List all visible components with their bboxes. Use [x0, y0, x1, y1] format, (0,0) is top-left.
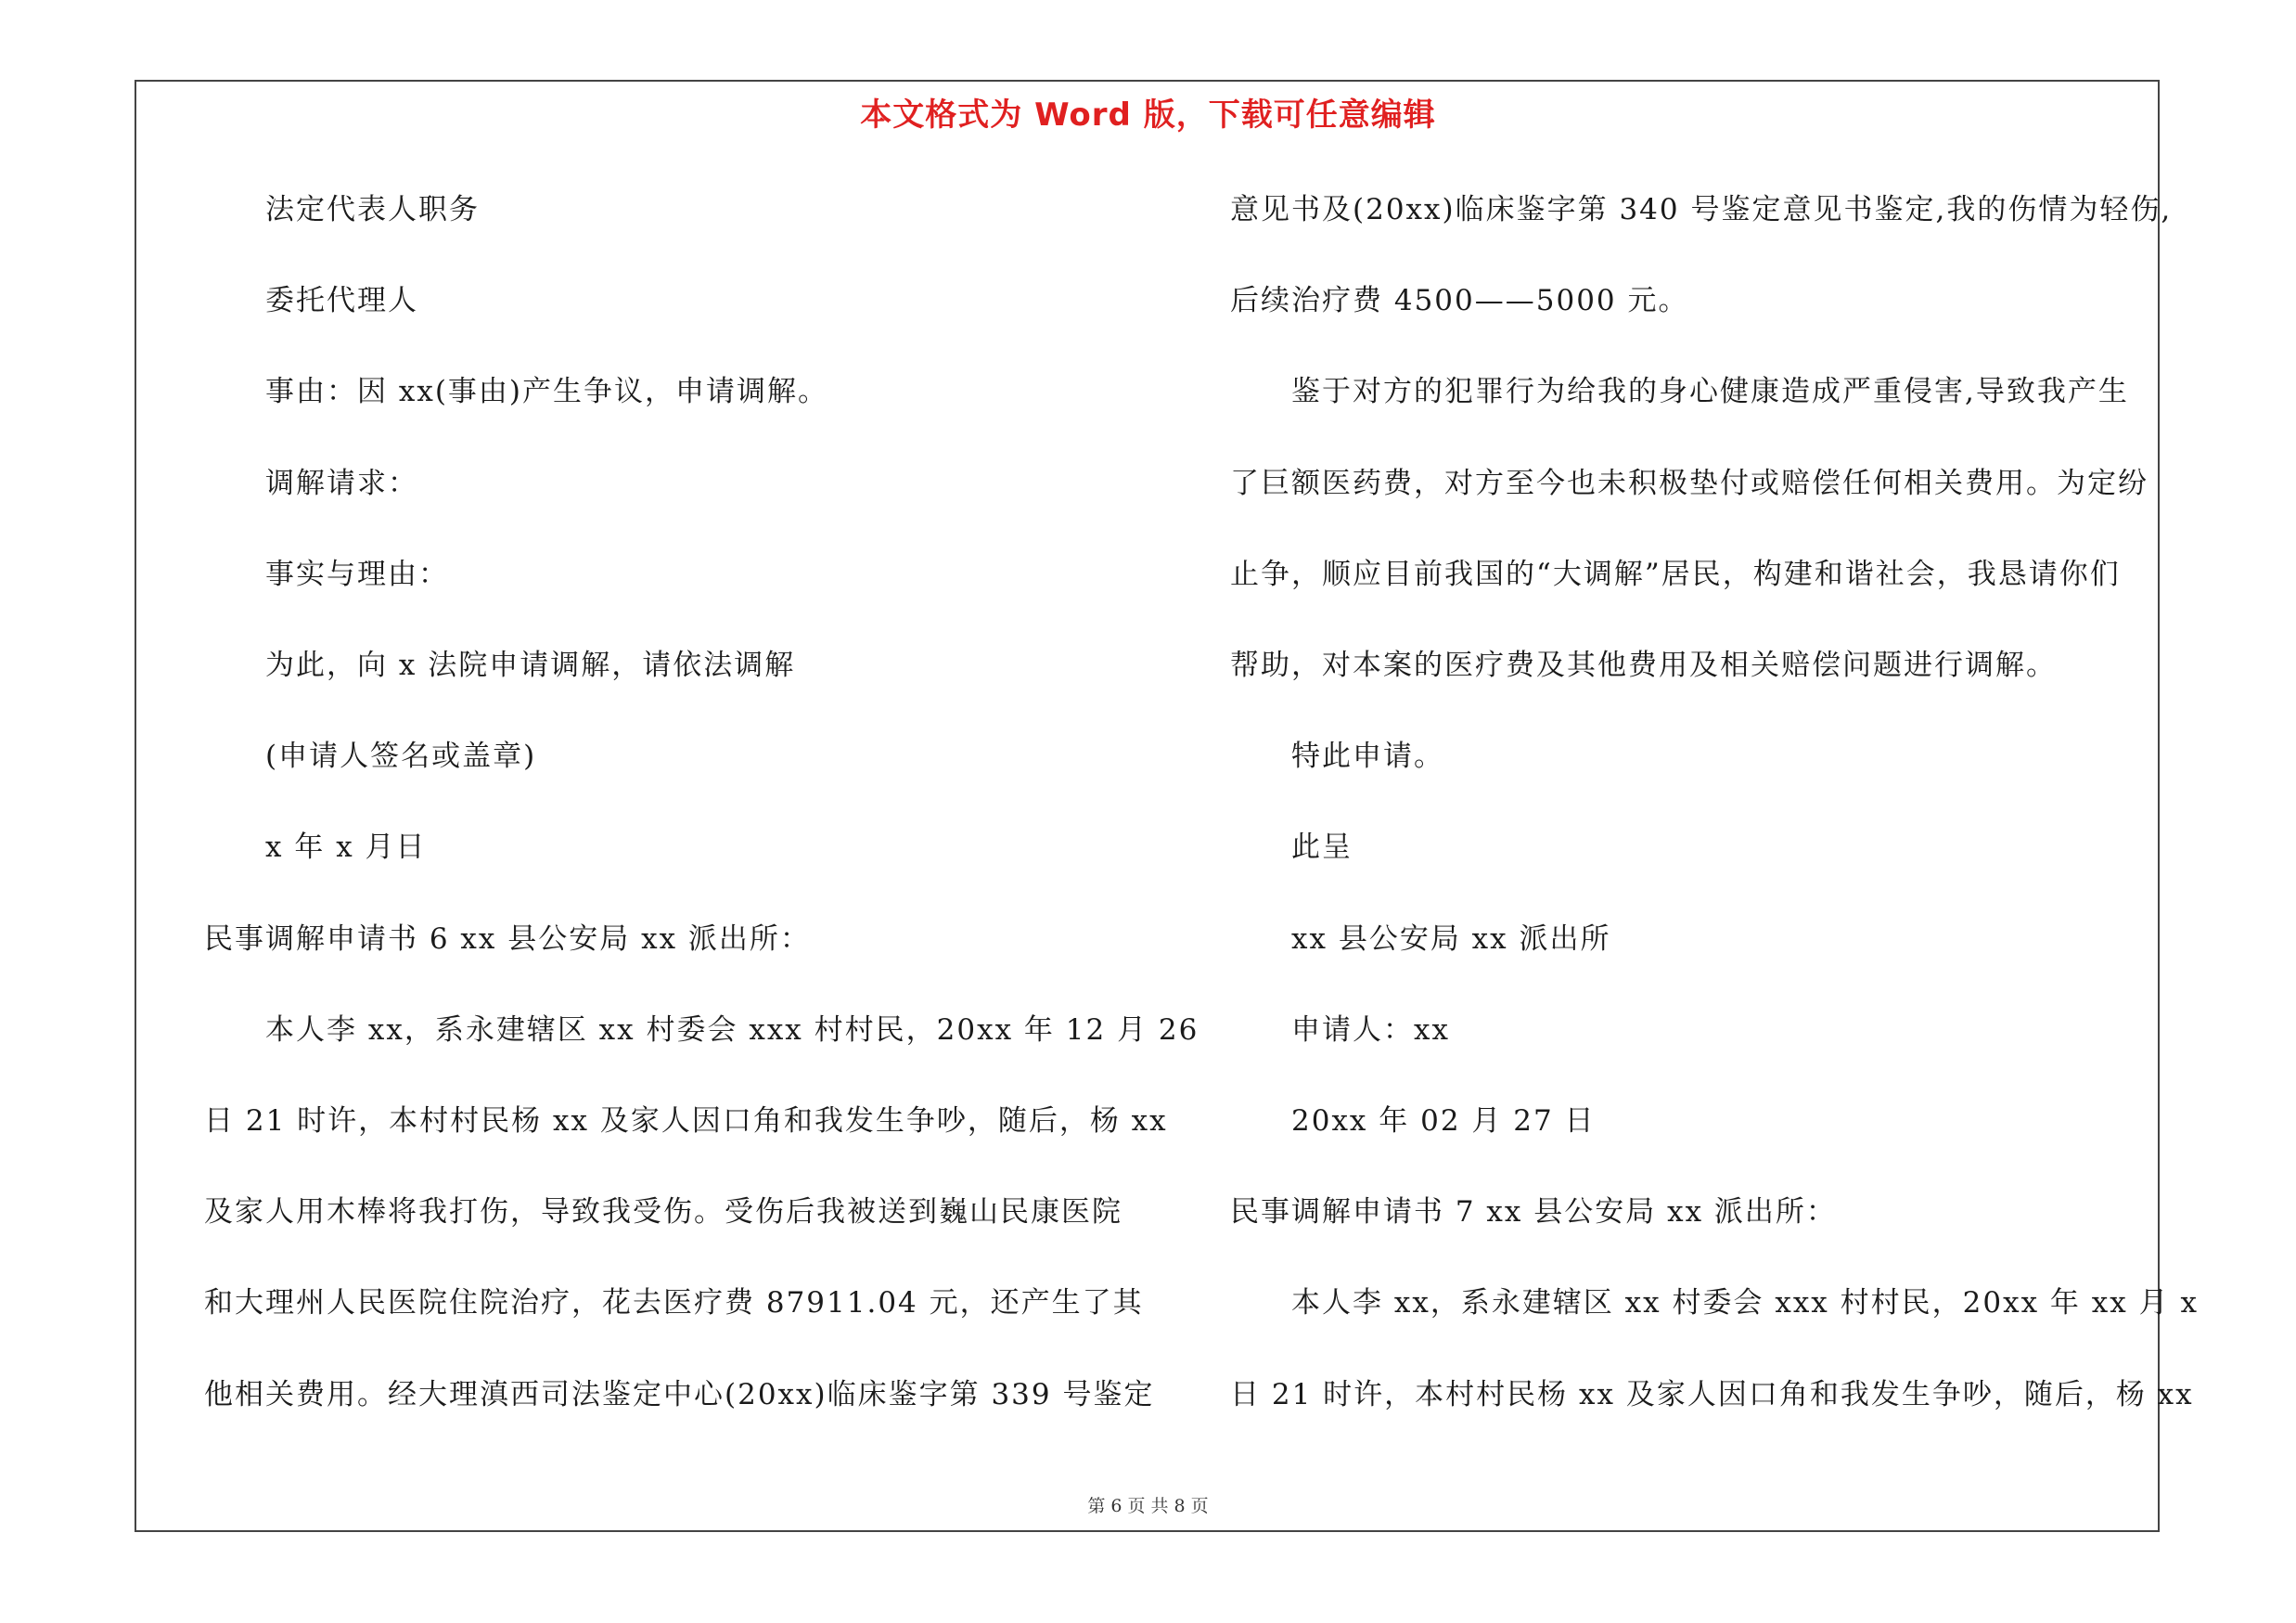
- left-column-line-5: 事实与理由：: [265, 557, 449, 591]
- left-column-line-12: 及家人用木棒将我打伤，导致我受伤。受伤后我被送到巍山民康医院: [204, 1195, 1122, 1230]
- left-column-line-6: 为此，向 x 法院申请调解，请依法调解: [265, 649, 796, 682]
- right-column-line-2: 后续治疗费 4500——5000 元。: [1230, 284, 1689, 318]
- right-column-line-4: 了巨额医药费，对方至今也未积极垫付或赔偿任何相关费用。为定纷: [1230, 466, 2148, 500]
- left-column-line-2: 委托代理人: [265, 284, 418, 318]
- left-column-line-10: 本人李 xx，系永建辖区 xx 村委会 xxx 村村民，20xx 年 12 月 26: [265, 1012, 1199, 1047]
- right-column-line-7: 特此申请。: [1291, 740, 1444, 774]
- right-column-line-3: 鉴于对方的犯罪行为给我的身心健康造成严重侵害,导致我产生: [1291, 375, 2129, 409]
- left-column-line-14: 他相关费用。经大理滇西司法鉴定中心(20xx)临床鉴字第 339 号鉴定: [204, 1377, 1155, 1411]
- right-column-line-10: 申请人：xx: [1291, 1012, 1450, 1047]
- left-column-line-11: 日 21 时许，本村村民杨 xx 及家人因口角和我发生争吵，随后，杨 xx: [204, 1104, 1168, 1138]
- right-column-line-14: 日 21 时许，本村村民杨 xx 及家人因口角和我发生争吵，随后，杨 xx: [1230, 1377, 2194, 1411]
- page-number-footer: 第 6 页 共 8 页: [1087, 1496, 1209, 1516]
- left-column-line-8: x 年 x 月日: [265, 831, 427, 865]
- right-column-line-12: 民事调解申请书 7 xx 县公安局 xx 派出所：: [1230, 1195, 1837, 1230]
- left-column-line-1: 法定代表人职务: [265, 193, 480, 226]
- left-column-line-9: 民事调解申请书 6 xx 县公安局 xx 派出所：: [204, 921, 811, 956]
- left-column-line-4: 调解请求：: [265, 466, 418, 500]
- left-column-line-7: (申请人签名或盖章): [265, 740, 537, 774]
- word-format-banner: 本文格式为 Word 版，下载可任意编辑: [860, 97, 1436, 134]
- right-column-line-13: 本人李 xx，系永建辖区 xx 村委会 xxx 村村民，20xx 年 xx 月 x: [1291, 1286, 2199, 1320]
- right-column-line-9: xx 县公安局 xx 派出所: [1291, 921, 1611, 956]
- left-column-line-3: 事由：因 xx(事由)产生争议，申请调解。: [265, 375, 829, 409]
- right-column-line-11: 20xx 年 02 月 27 日: [1291, 1104, 1596, 1138]
- right-column-line-6: 帮助，对本案的医疗费及其他费用及相关赔偿问题进行调解。: [1230, 649, 2057, 682]
- right-column-line-1: 意见书及(20xx)临床鉴字第 340 号鉴定意见书鉴定,我的伤情为轻伤,: [1230, 193, 2173, 226]
- right-column-line-8: 此呈: [1291, 831, 1353, 865]
- right-column-line-5: 止争，顺应目前我国的“大调解”居民，构建和谐社会，我恳请你们: [1230, 557, 2121, 591]
- left-column-line-13: 和大理州人民医院住院治疗，花去医疗费 87911.04 元，还产生了其: [204, 1286, 1144, 1320]
